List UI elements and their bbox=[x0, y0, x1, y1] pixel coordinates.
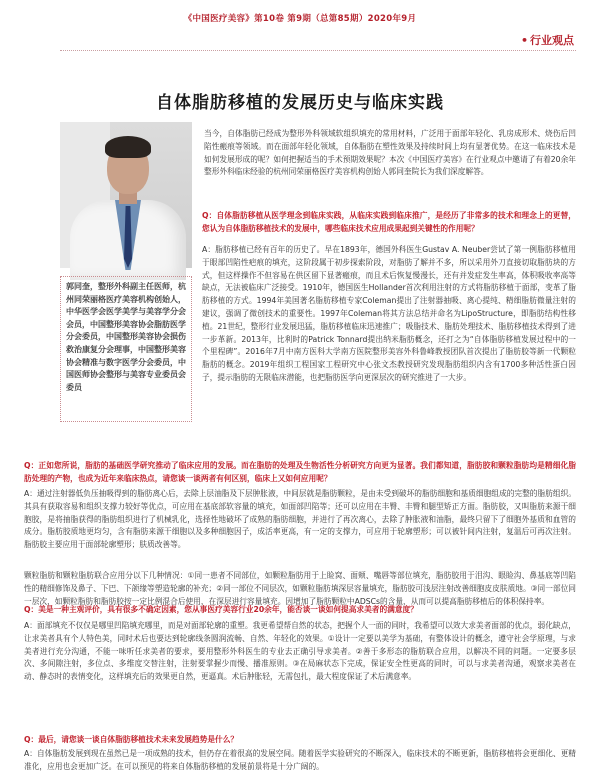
question-1: Q：自体脂肪移植从医学理念到临床实践，从临床实践到临床推广，是经历了非常多的技术和理念上的更替，您认为自体脂肪移植技术的发展中，哪些临床技术应用成果起到关键性的作用呢？ bbox=[202, 211, 576, 233]
section-dot-icon: • bbox=[520, 34, 528, 47]
section-divider bbox=[60, 50, 576, 51]
question-2: Q：正如您所说，脂肪的基础医学研究推动了临床应用的发展。而在脂肪的处理及生物活性分析研究方向更为显著。我们都知道，脂肪胶和颗粒脂肪均是精细化脂肪处理的产物，也成为近年来临床热点，请您谈一谈两者有何区别，临床上又如何应用呢？ bbox=[24, 461, 576, 483]
question-3: Q：美是一种主观评价，具有很多不确定因素，您从事医疗美容行业20余年，能否谈一谈如何提高求美者的满意度？ bbox=[24, 605, 418, 614]
question-4: Q：最后，请您谈一谈自体脂肪移植技术未来发展趋势是什么？ bbox=[24, 735, 239, 744]
section-tag bbox=[521, 32, 574, 48]
journal-header: 《中国医疗美容》第10卷 第9期（总第85期）2020年9月 bbox=[183, 14, 417, 24]
answer-2: A：通过注射器低负压抽吸得到的脂肪离心后，去除上层油脂及下层肿胀液，中间层就是脂肪颗粒，是由未受到破坏的脂肪细胞和基质细胞组成的完整的脂肪组织。其具有获取容易和组织支撑力较好等优点，可应用在基底部软容量的填充，如面部凹陷等；还可以应用在丰臀、丰臀和腿型矫正方面。脂肪胶，又叫脂肪来源干细胞胶，是将抽脂获得的脂肪组织进行了机械乳化，选择性地破坏了成熟的脂肪细胞，并进行了再次离心，去除了肿胀液和油脂，最终只留下了细胞外基质和血管的成分。脂肪胶质地更均匀，含有脂肪来源干细胞以及多种细胞因子，成活率更高，有一定的支撑力，可应用于轮廓塑形；可以被针间内注射，复温后可再次注射。脂肪胶主要应用于面部轮廓塑形；肤质改善等。 bbox=[24, 489, 576, 550]
section-tag-label: 行业观点 bbox=[530, 34, 574, 47]
answer-3: A：面部填充不仅仅是哪里凹陷填充哪里，而是对面部轮廓的重塑。我更希望帮自然的状态，把握个人一面的同时，我希望可以效大求美者面部的优点，弱化缺点，让求美者具有个人特色美，同时术后也要达到轮廓线条圆润流畅、自然、年轻化的效果。①设计一定要以美学为基础，有整体设计的概念，遵守社会学原理，与求美者进行充分沟通，不能一味听任求美者的要求，要用整形外科医生的专业去正确引导求美者。②善于多形态的脂肪联合应用，以解决不同的问题。一定要多层次、多间隙注射，多位点、多维度交替注射，注射要掌握少而慢、播准原则。③在局麻状态下完成，保证安全性更高的同时，可以与求美者沟通，观察求美者在动、静态时的表情变化，这样填充后的效果更自然，更逼真。术后肿胀轻，无需包扎，最大程度保证了术后满意率。 bbox=[24, 621, 576, 682]
author-photo bbox=[60, 122, 192, 268]
article-title: 自体脂肪移植的发展历史与临床实践 bbox=[156, 93, 444, 113]
photo-hair bbox=[105, 136, 151, 158]
author-bio: 郭同奎，整形外科副主任医师，杭州同荣丽格医疗美容机构创始人，中华医学会医学美学与美容学分会会员，中国整形美容协会脂肪医学分会委员，中国整形美容协会损伤救治康复分会理事，中国整形美容协会精准与数字医学分会委员，中国医师协会整形与美容专业委员会委员 bbox=[60, 276, 192, 422]
answer-2-continued: 颗粒脂肪和颗粒脂肪联合应用分以下几种情况：①同一患者不同部位，如颗粒脂肪用于上睑窝、面颊、嘴唇等部位填充，脂肪胶用于泪沟、眼睑沟、鼻基底等凹陷性的精细修饰及鼻子、下巴、下颌缘等塑造轮廓的补充；②同一部位不同层次，如颗粒脂肪填深层容量填充，脂肪胶可浅层注射改善细胞皮皮肤质地。③同一部位同一层次，如颗粒脂肪和脂肪胶按一定比例混合后使用，在深层进行容量填充。因增加了脂肪颗粒中ADSCs的含量，从而可以提高脂肪移植后的体积保持率。 bbox=[24, 571, 576, 606]
answer-4: A：自体脂肪发展到现在虽然已是一项成熟的技术，但仍存在着很高的发展空间。随着医学实验研究的不断深入，临床技术的不断更新，脂肪移植将会更细化、更精准化，应用也会更加广泛。在可以预见的将来自体脂肪移植的发展前景将是十分广阔的。 bbox=[24, 749, 576, 771]
answer-1: A：脂肪移植已经有百年的历史了。早在1893年，德国外科医生Gustav A. Neuber尝试了第一例脂肪移植用于眼部凹陷性疤痕的填充，这阶段属于初步探索阶段，对脂肪了解并不多，所以采用外刀直接切取脂肪块的方式，但这样操作不但容易在供区留下显著瘢痕，而且术后恢复慢漫长，还有并发症发生率高，体积吸收率高等缺点，无法被临床广泛接受。1910年，德国医生Hollander首次利用注射的方式将脂肪移植于面部，变革了脂肪移植的方式。1994年美国著名脂肪移植专家Coleman提出了注射器抽吸、离心提纯、精细脂肪微量注射的建议，强调了微创技术的重要性。1997年Coleman将其方法总结并命名为LipoStructure，即脂肪结构性移植。21世纪，整形行业发展迅猛，脂肪移植临床迅速推广；吸脂技术、脂肪处理技术、脂肪移植技术得到了进一步革新。2013年，比利时的Patrick Tonnard提出纳米脂肪概念，还打之为“自体脂肪移植发展过程中的一个里程碑”。2016年7月中南方医科大学南方医院整形美容外科鲁峰教授团队首次提出了脂肪胶等新一代颗粒脂肪的概念。2019年组织工程国家工程研究中心张文杰教授研究发现脂肪组织内含有1700多种活性蛋白因子，提示脂肪的无限临床潜能，也把脂肪医学向更深层次的研究推进了一大步。 bbox=[202, 245, 576, 382]
article-intro: 当今，自体脂肪已经成为整形外科领域软组织填充的常用材料，广泛用于面部年轻化、乳房成形术、烧伤后凹陷性瘢痕等领域。而在面部年轻化领域，自体脂肪在塑性效果及持续时间上均有显著优势。在这一临床技术是如何发展形成的呢？如何把握适当的手术预期效果呢？本次《中国医疗美容》在行业观点中邀请了有着20余年整形外科临床经验的杭州同荣丽格医疗美容机构创始人郭同奎院长为我们深度解答。 bbox=[204, 129, 576, 177]
